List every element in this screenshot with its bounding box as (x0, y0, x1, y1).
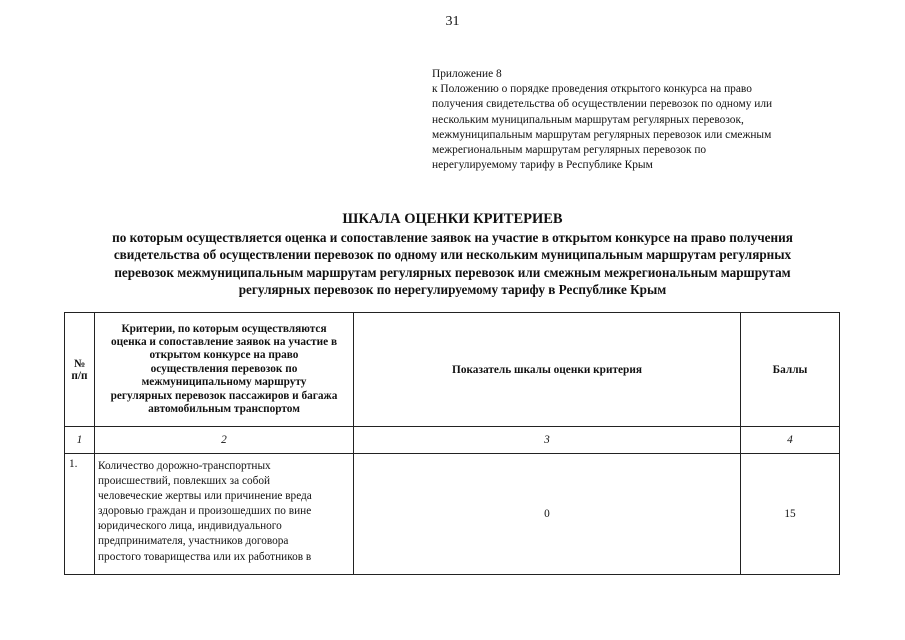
column-number-row (65, 427, 840, 454)
appendix-line: нерегулируемому тарифу в Республике Крым (432, 159, 653, 172)
subtitle-line: регулярных перевозок по нерегулируемому тарифу в Республике Крым (238, 282, 667, 298)
document-subtitle (40, 229, 865, 299)
row-criteria-line: происшествий, повлекших за собой (98, 475, 271, 488)
header-number-sign: № (73, 357, 86, 370)
row-points: 15 (741, 454, 840, 575)
subtitle-line: по которым осуществляется оценка и сопоставление заявок на участие в открытом конкурсе на право получения (112, 230, 793, 245)
header-criteria-line: автомобильным транспортом (148, 403, 300, 416)
table-row (65, 454, 840, 575)
appendix-line: к Положению о порядке проведения открытого конкурса на право (432, 83, 752, 96)
row-criteria-line: юридического лица, индивидуального (98, 520, 282, 533)
page-number: 31 (445, 14, 460, 29)
row-criteria-line: Количество дорожно-транспортных (98, 460, 271, 472)
header-criteria-line: межмуниципальному маршруту (141, 376, 307, 389)
header-number (65, 313, 95, 427)
row-criteria (95, 454, 354, 575)
header-criteria-line: Критерии, по которым осуществляются (121, 322, 327, 335)
column-number: 1 (65, 427, 95, 454)
appendix-line: нескольким муниципальным маршрутам регулярных перевозок, (432, 113, 744, 126)
appendix-note (432, 67, 872, 173)
table-header-row (65, 313, 840, 427)
row-number: 1. (65, 454, 95, 575)
header-criteria (95, 313, 354, 427)
criteria-table (64, 312, 840, 575)
subtitle-line: перевозок межмуниципальным маршрутам регулярных перевозок или смежным межрегиональным маршрутам (114, 264, 791, 280)
appendix-line: межрегиональным маршрутам регулярных перевозок по (432, 144, 707, 157)
header-number-abbr: п/п (71, 369, 88, 382)
header-criteria-line: открытом конкурсе на право (149, 349, 299, 362)
column-number: 4 (741, 427, 840, 454)
document-title: ШКАЛА ОЦЕНКИ КРИТЕРИЕВ (342, 211, 563, 227)
row-criteria-line: человеческие жертвы или причинение вреда (98, 490, 312, 503)
row-criteria-line: простого товарищества или их работников в (98, 550, 312, 563)
header-criteria-line: осуществления перевозок по (150, 362, 298, 375)
header-criteria-line: регулярных перевозок пассажиров и багажа (110, 389, 338, 402)
header-criteria-line: оценка и сопоставление заявок на участие в (110, 335, 338, 348)
row-criteria-line: предпринимателя, участников договора (98, 535, 289, 548)
header-indicator: Показатель шкалы оценки критерия (354, 313, 741, 427)
appendix-line: Приложение 8 (432, 68, 502, 80)
column-number: 2 (95, 427, 354, 454)
row-indicator: 0 (354, 454, 741, 575)
subtitle-line: свидетельства об осуществлении перевозок по одному или нескольким муниципальным маршрутам регулярных (113, 247, 792, 263)
header-points: Баллы (741, 313, 840, 427)
column-number: 3 (354, 427, 741, 454)
row-criteria-line: здоровью граждан и произошедших по вине (98, 505, 312, 518)
appendix-line: межмуниципальным маршрутам регулярных перевозок или смежным (432, 128, 772, 141)
appendix-line: получения свидетельства об осуществлении перевозок по одному или (432, 98, 773, 111)
